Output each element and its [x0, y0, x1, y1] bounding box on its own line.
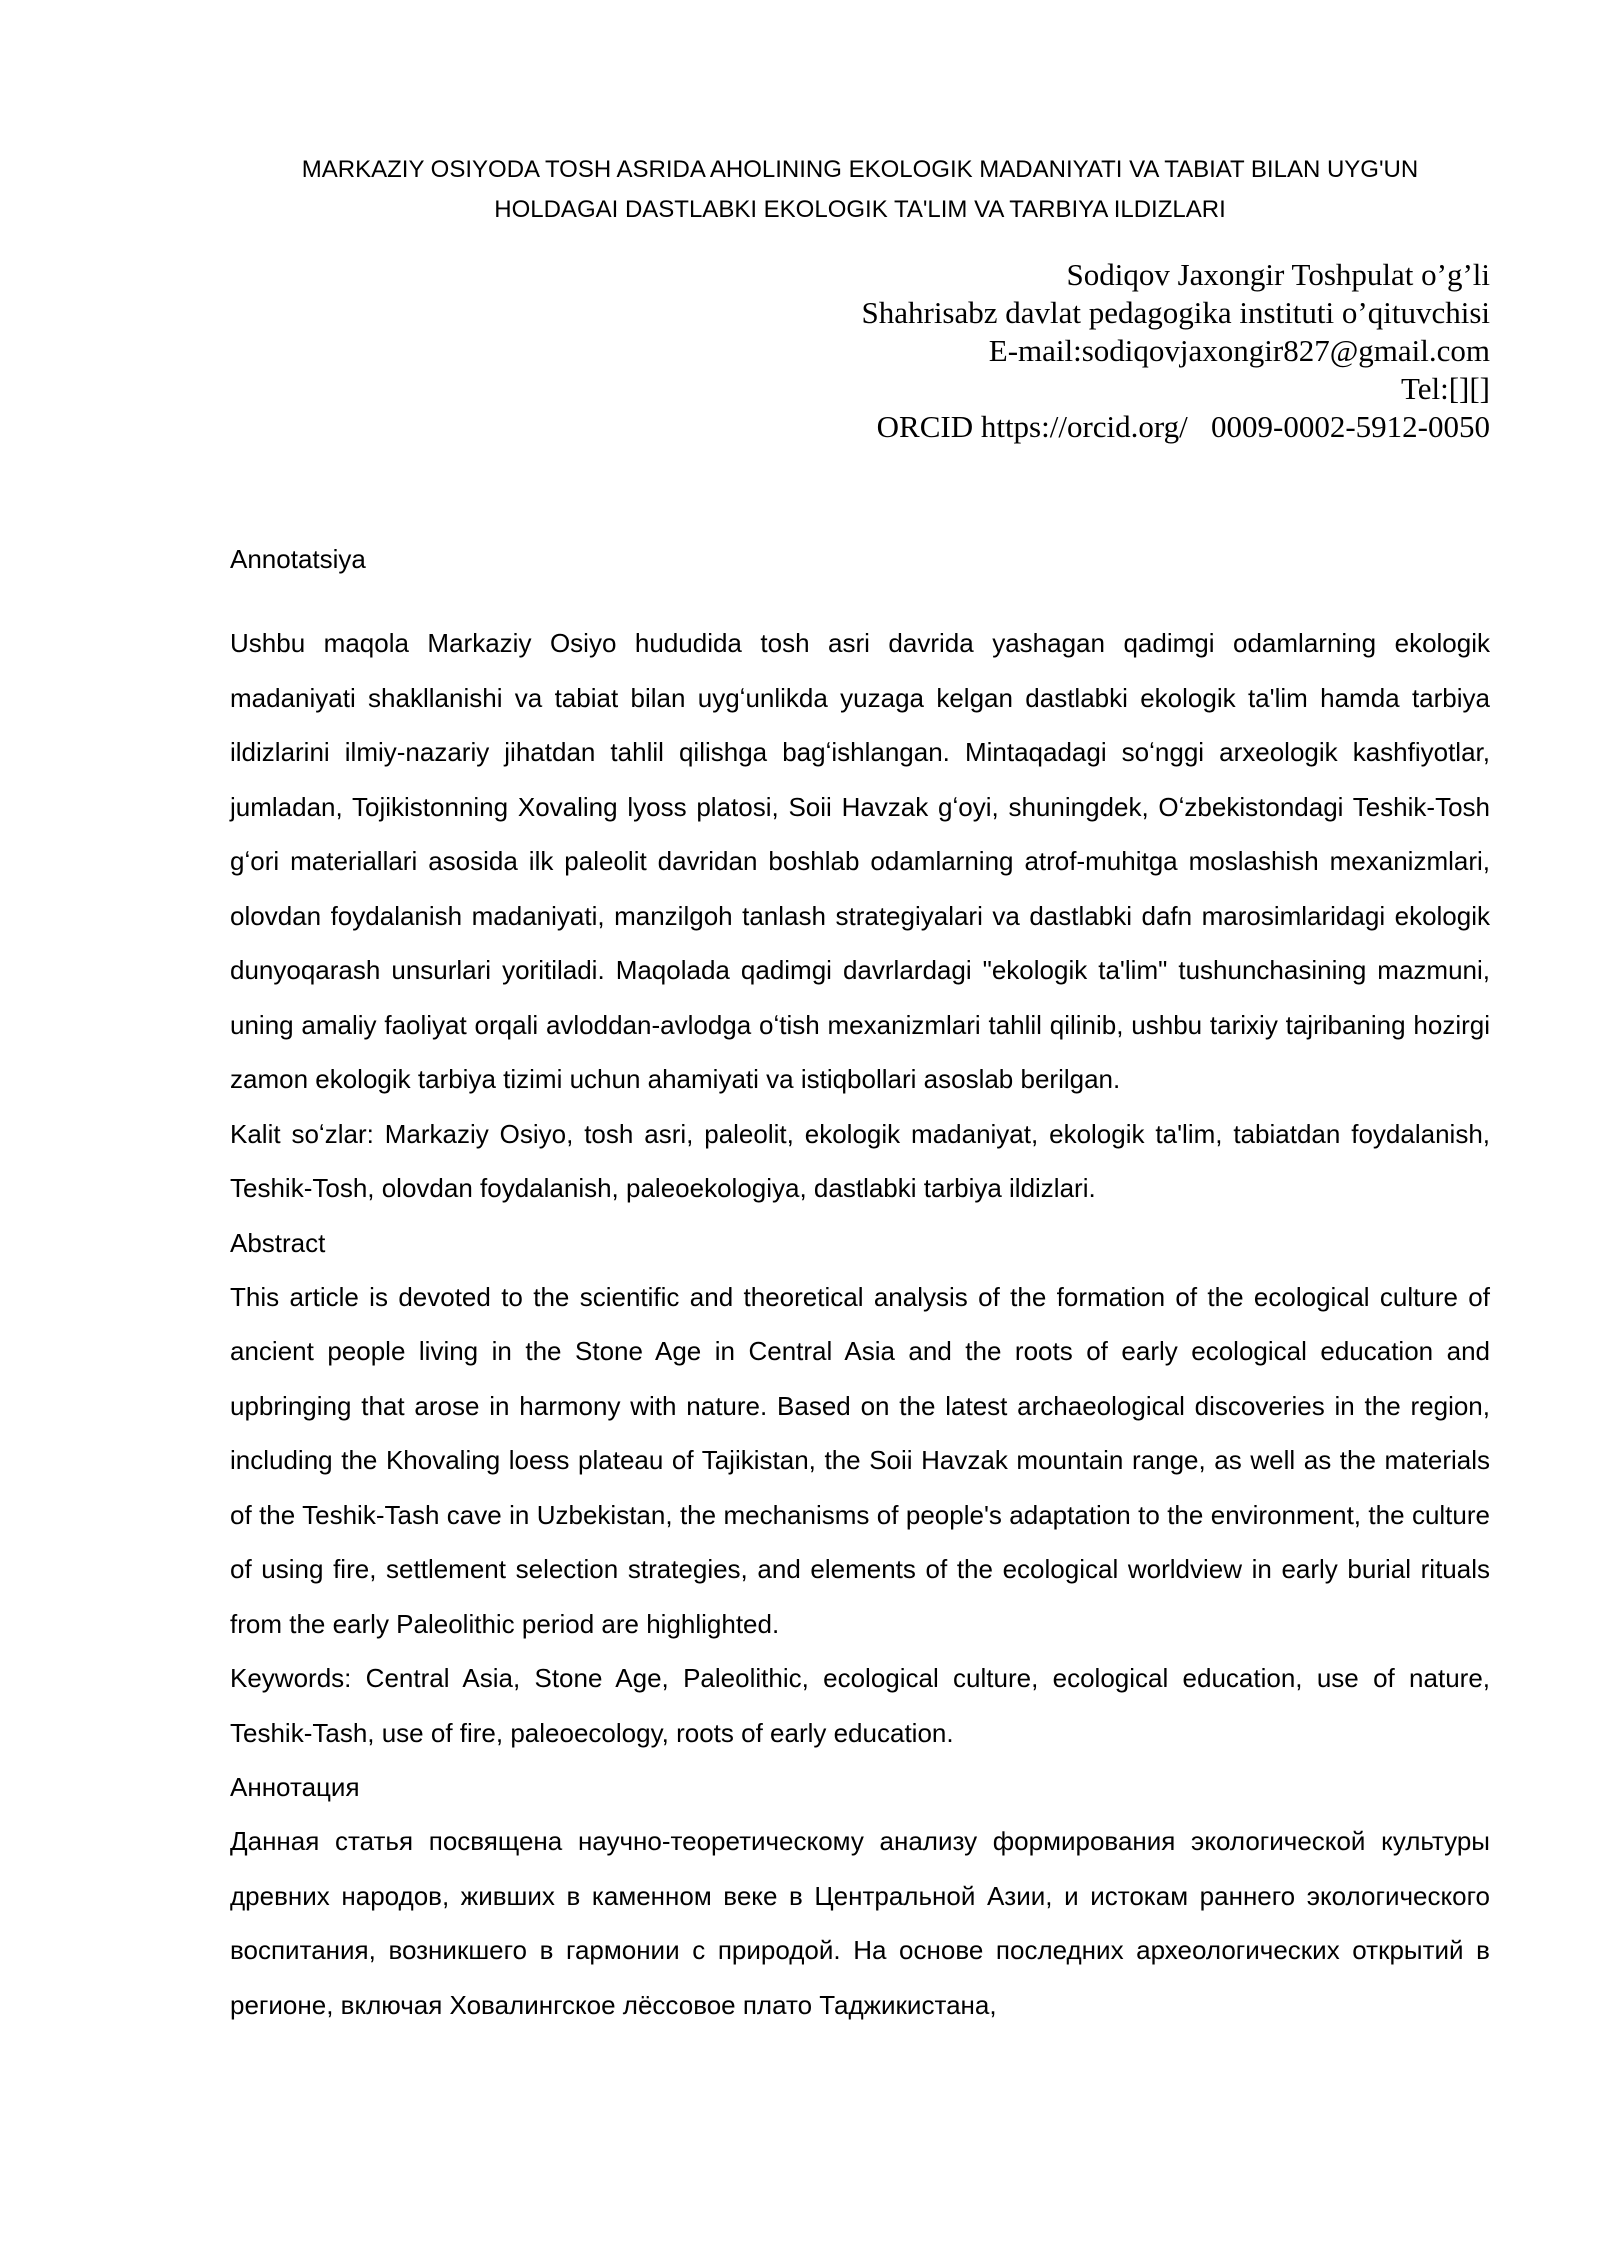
- paper-title-line-2: HOLDAGAI DASTLABKI EKOLOGIK TA'LIM VA TARBIYA ILDIZLARI: [494, 196, 1226, 223]
- paper-title-line-1: MARKAZIY OSIYODA TOSH ASRIDA AHOLINING EKOLOGIK MADANIYATI VA TABIAT BILAN UYG'UN: [301, 156, 1419, 183]
- abstract-keywords: Keywords: Central Asia, Stone Age, Paleolithic, ecological culture, ecological education, use of nature, Teshik-Tash, use of fire, paleoecology, roots of early education.: [230, 1663, 1490, 1748]
- paper-page: [230, 150, 1490, 2032]
- annotatsiya-ru-heading: Аннотация: [230, 1772, 360, 1802]
- author-tel: Tel:[][]: [1400, 371, 1490, 406]
- abstract-text: This article is devoted to the scientific and theoretical analysis of the formation of the ecological culture of ancient people living in the Stone Age in Central Asia and the roots of early ecological education and upbringing that arose in harmony with nature. Based on the latest archaeological discoveries in the region, including the Khovaling loess plateau of Tajikistan, the Soii Havzak mountain range, as well as the materials of the Teshik-Tash cave in Uzbekistan, the mechanisms of people's adaptation to the environment, the culture of using fire, settlement selection strategies, and elements of the ecological worldview in early burial rituals from the early Paleolithic period are highlighted.: [230, 1281, 1490, 1639]
- author-block: [230, 256, 1490, 446]
- annotatsiya-heading: Annotatsiya: [230, 544, 366, 574]
- author-name: Sodiqov Jaxongir Toshpulat o’g’li: [1066, 257, 1490, 292]
- paper-title: [230, 150, 1490, 230]
- annotatsiya-ru-text: Данная статья посвящена научно-теоретическому анализу формирования экологической культуры древних народов, живших в каменном веке в Центральной Азии, и истокам раннего экологического воспитания, возникшего в гармонии с природой. На основе последних археологических открытий в регионе, включая Ховалингское лёссовое плато Таджикистана,: [230, 1826, 1490, 2020]
- abstract-heading: Abstract: [230, 1227, 326, 1258]
- author-orcid: ORCID https://orcid.org/ 0009-0002-5912-0050: [876, 409, 1490, 444]
- annotatsiya-text: Ushbu maqola Markaziy Osiyo hududida tosh asri davrida yashagan qadimgi odamlarning ekologik madaniyati shakllanishi va tabiat bilan uygʻunlikda yuzaga kelgan dastlabki ekologik ta'lim hamda tarbiya ildizlarini ilmiy-nazariy jihatdan tahlil qilishga bagʻishlangan. Mintaqadagi soʻnggi arxeologik kashfiyotlar, jumladan, Tojikistonning Xovaling lyoss platosi, Soii Havzak gʻoyi, shuningdek, Oʻzbekistondagi Teshik-Tosh gʻori materiallari asosida ilk paleolit davridan boshlab odamlarning atrof-muhitga moslashish mexanizmlari, olovdan foydalanish madaniyati, manzilgoh tanlash strategiyalari va dastlabki dafn marosimlaridagi ekologik dunyoqarash unsurlari yoritiladi. Maqolada qadimgi davrlardagi "ekologik ta'lim" tushunchasining mazmuni, uning amaliy faoliyat orqali avloddan-avlodga oʻtish mexanizmlari tahlil qilinib, ushbu tarixiy tajribaning hozirgi zamon ekologik tarbiya tizimi uchun ahamiyati va istiqbollari asoslab berilgan.: [230, 628, 1490, 1094]
- author-email: E-mail:sodiqovjaxongir827@gmail.com: [988, 333, 1490, 368]
- annotatsiya-keywords: Kalit soʻzlar: Markaziy Osiyo, tosh asri, paleolit, ekologik madaniyat, ekologik ta'lim, tabiatdan foydalanish, Teshik-Tosh, olovdan foydalanish, paleoekologiya, dastlabki tarbiya ildizlari.: [230, 1118, 1490, 1203]
- author-affiliation: Shahrisabz davlat pedagogika instituti o’qituvchisi: [861, 295, 1490, 330]
